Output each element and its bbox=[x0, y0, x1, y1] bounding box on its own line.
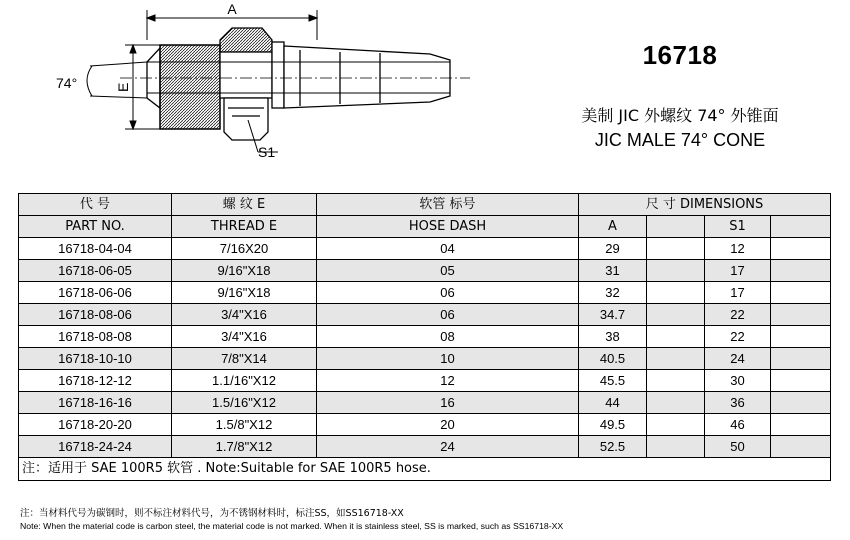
cell-blank bbox=[771, 260, 831, 282]
cell-blank bbox=[647, 370, 705, 392]
cell-thread: 1.7/8"X12 bbox=[172, 436, 317, 458]
cell-s1: 22 bbox=[705, 304, 771, 326]
dim-e-label: E bbox=[115, 82, 131, 92]
cell-a: 38 bbox=[579, 326, 647, 348]
header-thread-en: THREAD E bbox=[172, 216, 317, 238]
cell-blank bbox=[647, 260, 705, 282]
cell-part-no: 16718-08-06 bbox=[19, 304, 172, 326]
cell-thread: 1.1/16"X12 bbox=[172, 370, 317, 392]
cell-s1: 22 bbox=[705, 326, 771, 348]
cell-hose-dash: 12 bbox=[317, 370, 579, 392]
cell-part-no: 16718-16-16 bbox=[19, 392, 172, 414]
cell-blank bbox=[771, 238, 831, 260]
cell-s1: 46 bbox=[705, 414, 771, 436]
cell-blank bbox=[771, 304, 831, 326]
subtitle-en: JIC MALE 74° CONE bbox=[594, 130, 766, 150]
subtitle-cn: 美制 JIC 外螺纹 74° 外锥面 bbox=[581, 106, 779, 125]
cell-hose-dash: 24 bbox=[317, 436, 579, 458]
cell-hose-dash: 16 bbox=[317, 392, 579, 414]
cell-part-no: 16718-08-08 bbox=[19, 326, 172, 348]
header-thread-cn: 螺 纹 E bbox=[172, 194, 317, 216]
header-hose-cn: 软管 标号 bbox=[317, 194, 579, 216]
cell-s1: 17 bbox=[705, 282, 771, 304]
cell-part-no: 16718-04-04 bbox=[19, 238, 172, 260]
cell-thread: 1.5/8"X12 bbox=[172, 414, 317, 436]
title-block bbox=[540, 40, 820, 71]
cell-part-no: 16718-10-10 bbox=[19, 348, 172, 370]
cell-hose-dash: 08 bbox=[317, 326, 579, 348]
cell-blank bbox=[647, 326, 705, 348]
table-row bbox=[19, 414, 831, 436]
cell-hose-dash: 06 bbox=[317, 304, 579, 326]
cell-thread: 9/16"X18 bbox=[172, 282, 317, 304]
header-s1: S1 bbox=[705, 216, 771, 238]
cell-s1: 24 bbox=[705, 348, 771, 370]
cell-thread: 3/4"X16 bbox=[172, 326, 317, 348]
note-text: 注：适用于 SAE 100R5 软管 . Note:Suitable for SAE 100R5 hose. bbox=[19, 458, 831, 481]
fitting-body bbox=[147, 28, 450, 140]
cell-thread: 3/4"X16 bbox=[172, 304, 317, 326]
cell-s1: 12 bbox=[705, 238, 771, 260]
footnote-en: Note: When the material code is carbon steel, the material code is not marked. When it is stainless steel, SS is marked, such as SS16718-XX bbox=[20, 521, 564, 531]
cell-s1: 36 bbox=[705, 392, 771, 414]
note-row bbox=[19, 458, 831, 481]
table-row bbox=[19, 238, 831, 260]
cell-a: 49.5 bbox=[579, 414, 647, 436]
cell-a: 52.5 bbox=[579, 436, 647, 458]
cell-blank bbox=[771, 282, 831, 304]
cell-a: 34.7 bbox=[579, 304, 647, 326]
cell-part-no: 16718-06-05 bbox=[19, 260, 172, 282]
table-row bbox=[19, 282, 831, 304]
cell-thread: 1.5/16"X12 bbox=[172, 392, 317, 414]
footnote-cn: 注：当材料代号为碳钢时，则不标注材料代号，为不锈钢材料时，标注SS，如SS16718-XX bbox=[20, 508, 404, 519]
spec-table bbox=[18, 193, 831, 481]
cell-part-no: 16718-24-24 bbox=[19, 436, 172, 458]
cell-hose-dash: 04 bbox=[317, 238, 579, 260]
cell-a: 40.5 bbox=[579, 348, 647, 370]
cell-blank bbox=[771, 326, 831, 348]
cell-hose-dash: 05 bbox=[317, 260, 579, 282]
cell-a: 29 bbox=[579, 238, 647, 260]
cell-blank bbox=[647, 238, 705, 260]
cell-a: 45.5 bbox=[579, 370, 647, 392]
cell-part-no: 16718-12-12 bbox=[19, 370, 172, 392]
cell-hose-dash: 06 bbox=[317, 282, 579, 304]
cell-s1: 17 bbox=[705, 260, 771, 282]
header-blank-1 bbox=[647, 216, 705, 238]
cell-blank bbox=[647, 282, 705, 304]
cell-part-no: 16718-06-06 bbox=[19, 282, 172, 304]
cell-a: 44 bbox=[579, 392, 647, 414]
cell-blank bbox=[771, 392, 831, 414]
cell-hose-dash: 10 bbox=[317, 348, 579, 370]
table-row bbox=[19, 392, 831, 414]
table-row bbox=[19, 348, 831, 370]
cell-blank bbox=[771, 436, 831, 458]
header-dims: 尺 寸 DIMENSIONS bbox=[579, 194, 831, 216]
header-row-cn bbox=[19, 194, 831, 216]
cell-blank bbox=[647, 348, 705, 370]
header-hose-en: HOSE DASH bbox=[317, 216, 579, 238]
header-row-en bbox=[19, 216, 831, 238]
cell-blank bbox=[647, 304, 705, 326]
cell-a: 32 bbox=[579, 282, 647, 304]
cell-blank bbox=[771, 370, 831, 392]
angle-label: 74° bbox=[56, 75, 78, 91]
table-row bbox=[19, 436, 831, 458]
cell-blank bbox=[647, 414, 705, 436]
cell-thread: 7/8"X14 bbox=[172, 348, 317, 370]
dim-a-label: A bbox=[227, 1, 237, 17]
fitting-drawing bbox=[0, 0, 540, 190]
header-part-en: PART NO. bbox=[19, 216, 172, 238]
cell-hose-dash: 20 bbox=[317, 414, 579, 436]
table-row bbox=[19, 370, 831, 392]
cell-thread: 9/16"X18 bbox=[172, 260, 317, 282]
cell-s1: 30 bbox=[705, 370, 771, 392]
table-row bbox=[19, 260, 831, 282]
header-blank-2 bbox=[771, 216, 831, 238]
cell-blank bbox=[771, 348, 831, 370]
cell-thread: 7/16X20 bbox=[172, 238, 317, 260]
header-part-cn: 代 号 bbox=[19, 194, 172, 216]
table-row bbox=[19, 326, 831, 348]
cell-blank bbox=[647, 392, 705, 414]
cell-part-no: 16718-20-20 bbox=[19, 414, 172, 436]
cell-a: 31 bbox=[579, 260, 647, 282]
cell-s1: 50 bbox=[705, 436, 771, 458]
table-row bbox=[19, 304, 831, 326]
cell-blank bbox=[771, 414, 831, 436]
header-a: A bbox=[579, 216, 647, 238]
part-number-title: 16718 bbox=[642, 40, 718, 70]
cell-blank bbox=[647, 436, 705, 458]
dim-s1-label: S1 bbox=[258, 144, 276, 160]
